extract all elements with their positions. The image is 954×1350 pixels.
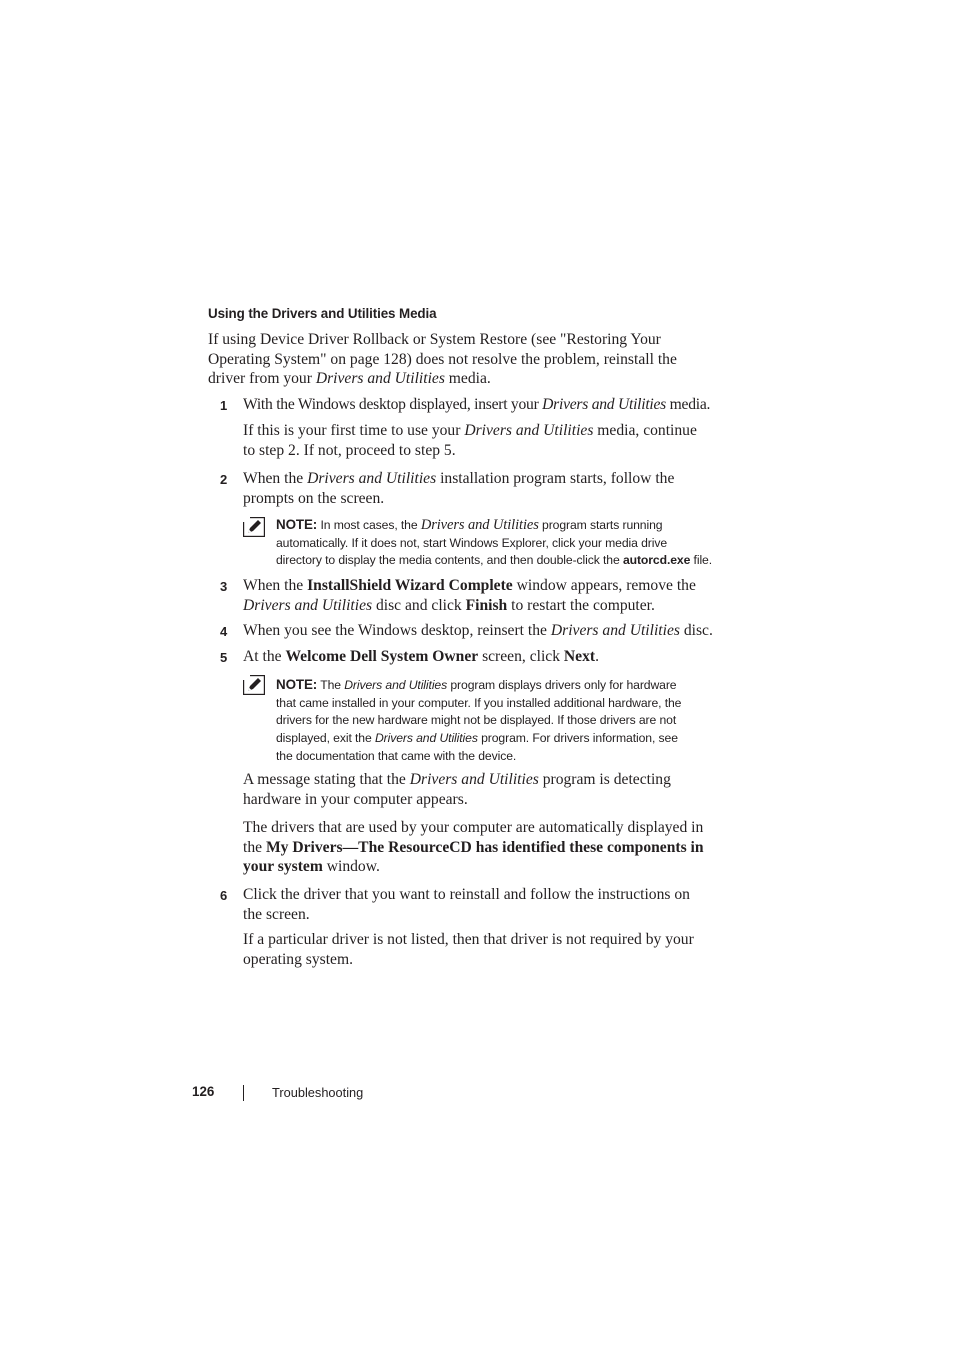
step-3-text: When the InstallShield Wizard Complete window appears, remove the Drivers and Utilities disc and click Finish to restart the computer. — [243, 577, 696, 614]
step-6-text: Click the driver that you want to reinstall and follow the instructions on the screen. — [243, 886, 690, 923]
note-1: NOTE: In most cases, the Drivers and Utilities program starts running automatically. If it does not, start Windows Explorer, click your media drive directory to display the media contents, and then double-click the autorcd.exe file. — [276, 517, 713, 568]
intro-line-1: If using Device Driver Rollback or System Restore (see "Restoring Your — [208, 331, 661, 348]
intro-line-2: Operating System" on page 128) does not resolve the problem, reinstall the — [208, 350, 677, 368]
footer-divider — [243, 1085, 244, 1101]
step-6-number: 6 — [220, 888, 228, 903]
step-1-followup: If this is your first time to use your Drivers and Utilities media, continue to step 2. If not, proceed to step 5. — [243, 422, 697, 459]
step-6-followup: If a particular driver is not listed, then that driver is not required by your operating system. — [243, 931, 694, 968]
step-4-number: 4 — [220, 624, 228, 639]
step-5-drivers-paragraph: The drivers that are used by your computer are automatically displayed in the My Drivers—The ResourceCD has identified these components in your system window. — [243, 819, 704, 876]
step-2-number: 2 — [220, 472, 228, 487]
step-1-text: With the Windows desktop displayed, insert your Drivers and Utilities media. — [243, 396, 711, 413]
step-2-text: When the Drivers and Utilities installation program starts, follow the prompts on the screen. — [243, 470, 675, 507]
note-2: NOTE: The Drivers and Utilities program displays drivers only for hardware that came installed in your computer. If you installed additional hardware, the drivers for the new hardware might not be displayed. If those drivers are not displayed, exit the Drivers and Utilities program. For drivers information, see the documentation that came with the device. — [276, 677, 682, 763]
footer-section-title: Troubleshooting — [272, 1085, 364, 1100]
step-3-number: 3 — [220, 579, 228, 594]
step-1-number: 1 — [220, 398, 228, 413]
pencil-note-icon — [243, 517, 265, 537]
step-5-detecting-paragraph: A message stating that the Drivers and Utilities program is detecting hardware in your computer appears. — [243, 771, 671, 808]
step-4-text: When you see the Windows desktop, reinsert the Drivers and Utilities disc. — [243, 622, 713, 639]
step-5-number: 5 — [220, 650, 228, 665]
page-number: 126 — [192, 1084, 215, 1099]
section-heading: Using the Drivers and Utilities Media — [208, 306, 437, 321]
intro-paragraph — [208, 330, 677, 389]
step-5-text: At the Welcome Dell System Owner screen, click Next. — [243, 648, 599, 665]
intro-line-3: driver from your Drivers and Utilities media. — [208, 370, 491, 388]
pencil-note-icon — [243, 675, 265, 695]
